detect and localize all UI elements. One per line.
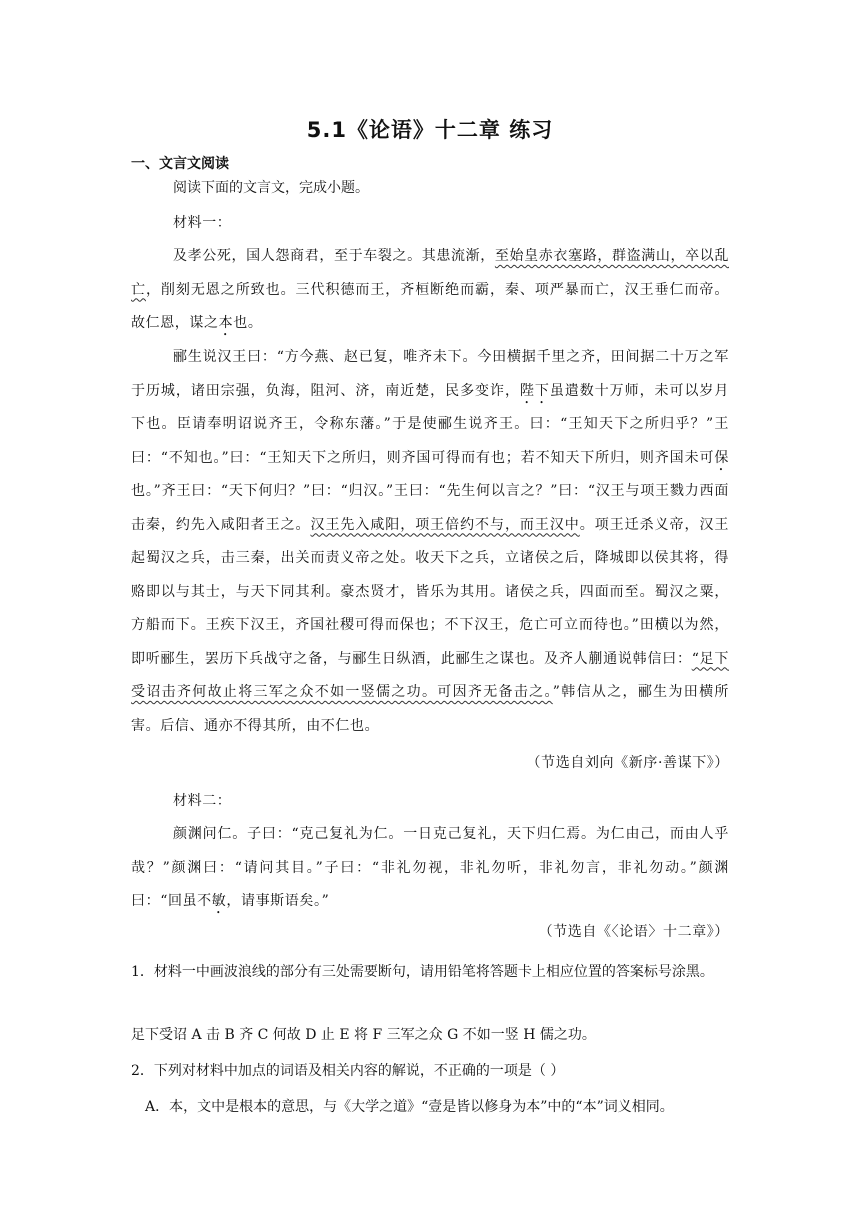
wavy-underlined-text: 至始皇赤衣塞路，群盗满山，卒以乱亡 (131, 248, 729, 298)
question-2: 2．下列对材料中加点的词语及相关内容的解说，不正确的一项是（ ） (131, 1063, 565, 1079)
material2-paragraph (131, 818, 729, 919)
text-segment: 郦生说汉王曰：“方今燕、赵已复，唯齐未下。今田横据千里之齐，田间据二十万之军于历城，诸田宗强，负海，阻河、济，南近楚，民多变诈， (131, 349, 729, 399)
material2-label: 材料二： (173, 793, 232, 809)
dotted-word: 保 (714, 449, 729, 466)
material1-source: （节选自刘向《新序·善谋下》） (526, 755, 729, 771)
text-segment: 及孝公死，国人怨商君，至于车裂之。其患流渐， (173, 248, 495, 264)
section-heading: 一、文言文阅读 (131, 156, 229, 172)
dotted-word: 本 (218, 315, 234, 331)
text-segment: 虽遣数十万师，未可以岁月下也。臣请奉明诏说齐王，令称东藩。”于是使郦生说齐王。曰：“王知天下之所归乎？”王曰：“不知也。”曰：“王知天下之所归，则齐国可得而有也；若不知天下所归，则齐国未可 (131, 382, 729, 466)
material1-paragraph2 (131, 341, 729, 743)
question-1: 1．材料一中画波浪线的部分有三处需要断句，请用铅笔将答题卡上相应位置的答案标号涂黑。 (131, 964, 714, 980)
text-segment: 也。 (233, 315, 263, 331)
material1-paragraph1 (131, 240, 729, 341)
text-segment: 颜渊问仁。子曰：“克己复礼为仁。一日克己复礼，天下归仁焉。为仁由己，而由人乎哉？”颜渊曰：“请问其目。”子曰：“非礼勿视，非礼勿听，非礼勿言，非礼勿动。”颜渊曰：“回虽不 (131, 826, 729, 909)
text-segment: ，请事斯语矣。” (226, 893, 330, 909)
wavy-underlined-text: “足下受诏击齐何故止将三军之众不如一竖儒之功。可因齐无备击之。 (131, 650, 729, 700)
page-title: 5.1《论语》十二章 练习 (306, 118, 554, 142)
dotted-word: 敏 (211, 893, 227, 909)
question-1-options: 足下受诏 A 击 B 齐 C 何故 D 止 E 将 F 三军之众 G 不如一竖 H 儒之功。 (131, 1027, 596, 1043)
dotted-word: 陛下 (519, 382, 550, 399)
text-segment: ，削刻无恩之所致也。三代积德而王，齐桓断绝而霸，秦、项严暴而亡，汉王垂仁而帝。故仁恩，谋之 (131, 281, 729, 331)
text-segment: 也。”齐王曰：“天下何归？”曰：“归汉。”王曰：“先生何以言之？”曰：“汉王与项王戮力西面击秦，约先入咸阳者王之。 (131, 483, 729, 533)
instruction-text: 阅读下面的文言文，完成小题。 (173, 180, 369, 196)
material1-label: 材料一： (173, 215, 232, 231)
material2-source: （节选自《〈论语〉十二章》） (538, 924, 729, 940)
question-2-option-a: A．本，文中是根本的意思，与《大学之道》“壹是皆以修身为本”中的“本”词义相同。 (145, 1099, 674, 1115)
text-segment: ”韩信从之，郦生为田横所害。后信、通亦不得其所，由不仁也。 (131, 684, 729, 734)
text-segment: 。项王迁杀义帝，汉王起蜀汉之兵，击三秦，出关而责义帝之处。收天下之兵，立诸侯之后，降城即以侯其将，得赂即以与其士，与天下同其利。豪杰贤才，皆乐为其用。诸侯之兵，四面而至。蜀汉之粟，方船而下。王疾下汉王，齐国社稷可得而保也；不下汉王，危亡可立而待也。”田横以为然，即听郦生，罢历下兵战守之备，与郦生日纵酒，此郦生之谋也。及齐人蒯通说韩信曰： (131, 516, 730, 667)
underlined-sentence: 汉王先入咸阳，项王倍约不与，而王汉中 (310, 516, 580, 533)
